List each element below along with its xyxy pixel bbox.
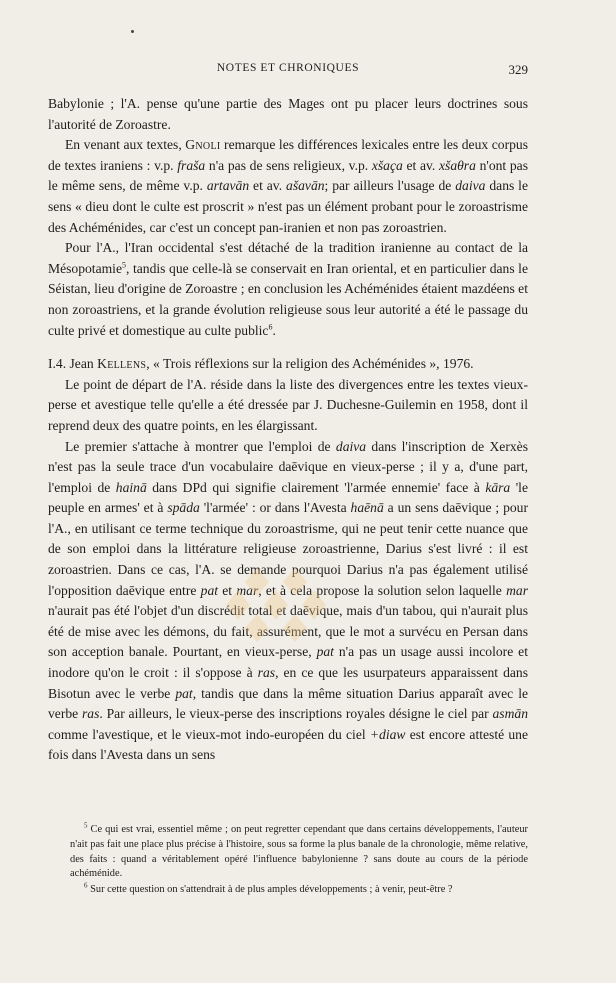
paragraph-1: Babylonie ; l'A. pense qu'une partie des Mages ont pu placer leurs doctrines sous l'autorité de Zoroastre. <box>48 96 528 132</box>
footnote-5: $^5$ Ce qui est vrai, essentiel même ; on peut regretter cependant que dans certains développements, l'auteur n'ait pas fait une place plus précise à l'histoire, sous sa forme la plus banale de la chronologie, même relative, des faits : quand a véritablement opéré l'influence babylonienne ? sans doute au cours de la période achéménide. <box>70 821 528 880</box>
term: kāra <box>485 479 511 495</box>
term: asmān <box>492 706 528 722</box>
term: ras <box>257 665 276 681</box>
term: xšaça <box>371 157 403 173</box>
paragraph-2: En venant aux textes, Gnoli remarque les différences lexicales entre les deux corpus de textes iraniens : v.p. fraša n'a pas de sens religieux, v.p. xšaça et av. xšaθra n'ont pas le même sens, de même v.p. artavān et av. ašavān; par ailleurs l'usage de daiva dans le sens « dieu dont le culte est proscrit » n'est pas un élément probant pour le zoroastrisme des Achéménides, car c'est un concept pan-iranien et non pas zoroastrien. <box>48 137 528 235</box>
term: ras <box>82 706 100 722</box>
term: daiva <box>455 178 486 194</box>
term: pat <box>200 582 219 598</box>
term: mar <box>506 582 528 598</box>
running-title: NOTES ET CHRONIQUES <box>216 62 360 74</box>
paragraph-3: Pour l'A., l'Iran occidental s'est détaché de la tradition iranienne au contact de la Mésopotamie$^5$, tandis que celle-là se conservait en Iran oriental, et en particulier dans le Séistan, lieu d'origine de Zoroastre ; en conclusion les Achéménides étaient mazdéens et non zoroastriens, et la grande évolution religieuse sous leur autorité a été le passage du culte privé et domestique au culte public$^6$. <box>48 240 528 338</box>
section-heading: I.4. Jean Kellens, « Trois réflexions sur la religion des Achéménides », 1976. <box>48 356 474 372</box>
ink-speck <box>131 30 134 33</box>
term: spāda <box>167 500 200 516</box>
footnote-ref[interactable]: 6 <box>268 322 273 331</box>
paragraph-5: Le premier s'attache à montrer que l'emploi de daiva dans l'inscription de Xerxès n'est pas la seule trace d'un vocabulaire daēvique en vieux-perse ; il y a, d'une part, l'emploi de hainā dans DPd qui signifie clairement 'l'armée ennemie' face à kāra 'le peuple en armes' et à spāda 'l'armée' : or dans l'Avesta haēnā a un sens daēvique ; pour l'A., en utilisant ce terme technique du zoroastrisme, qui ne peut tenir cette nuance que de son emploi dans la littérature religieuse zoroastrienne, Darius s'est livré : il est zoroastrien. Dans ce cas, l'A. se demande pourquoi Darius n'a pas également utilisé l'opposition daēvique entre pat et mar, et à cela propose la solution selon laquelle mar n'aurait pas été l'objet d'un discrédit total et daēvique, mais d'un tabou, qui n'aurait plus été de mise avec les démons, du fait, assurément, que le mot a survécu en Persan dans son acception banale. Pourtant, en vieux-perse, pat n'a pas un usage aussi incolore et inodore qu'on le croit : il s'oppose à ras, en ce que les usurpateurs apparaissent dans Bisotun avec le verbe pat, tandis que dans la même situation Darius apparaît avec le verbe ras. Par ailleurs, le vieux-perse des inscriptions royales désigne le ciel par asmān comme l'avestique, et le vieux-mot indo-européen du ciel +diaw est encore attesté une fois dans l'Avesta dans un sens <box>48 438 528 763</box>
paragraph-4: Le point de départ de l'A. réside dans la liste des divergences entre les textes vieux-perse et avestique telle qu'elle a été dressée par J. Duchesne-Guilemin en 1958, dont il reprend deux des quatre points, en les élargissant. <box>48 376 528 433</box>
footnotes <box>70 823 528 899</box>
term: haēnā <box>350 500 384 516</box>
footnote-mark: 6 <box>84 881 88 890</box>
footnote-mark: 5 <box>84 821 88 830</box>
page-number: 329 <box>508 62 528 77</box>
term: fraša <box>177 157 206 173</box>
term: mar <box>236 582 259 598</box>
footnote-ref[interactable]: 5 <box>122 260 126 270</box>
term: xšaθra <box>439 157 476 173</box>
running-header <box>48 62 528 80</box>
term: ašavān <box>286 178 325 194</box>
term: pat <box>175 685 193 701</box>
term: daiva <box>335 438 367 454</box>
term: +diaw <box>369 726 406 742</box>
term: hainā <box>115 479 147 495</box>
main-text <box>48 94 528 766</box>
author-name: Gnoli <box>185 137 221 153</box>
author-name: Kellens <box>97 356 147 372</box>
term: pat <box>316 644 334 660</box>
footnote-6: $^6$ Sur cette question on s'attendrait à de plus amples développements ; à venir, peut-être ? <box>84 881 453 896</box>
term: artavān <box>206 178 250 194</box>
